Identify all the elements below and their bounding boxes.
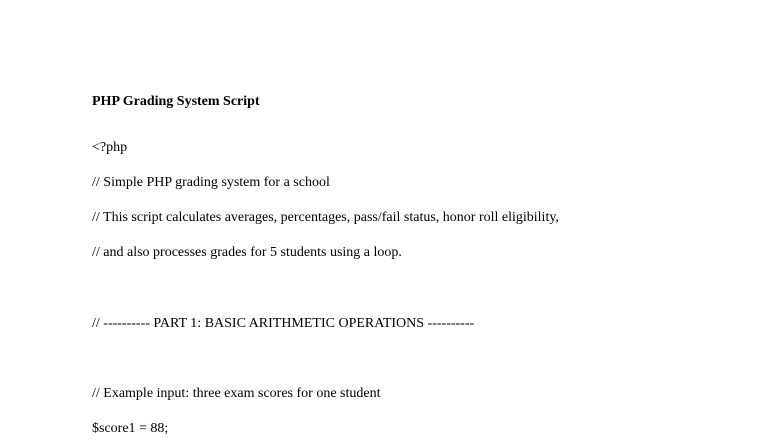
document-title: PHP Grading System Script bbox=[92, 94, 260, 109]
code-line-comment-1: // Simple PHP grading system for a school bbox=[92, 175, 330, 190]
code-line-comment-2: // This script calculates averages, percentages, pass/fail status, honor roll eligibility, bbox=[92, 210, 559, 225]
code-line-php-open: <?php bbox=[92, 140, 128, 155]
code-line-score1: $score1 = 88; bbox=[92, 421, 169, 436]
code-line-comment-example: // Example input: three exam scores for one student bbox=[92, 386, 381, 401]
code-line-comment-3: // and also processes grades for 5 students using a loop. bbox=[92, 245, 402, 260]
code-line-section-header: // ---------- PART 1: BASIC ARITHMETIC OPERATIONS ---------- bbox=[92, 316, 475, 331]
